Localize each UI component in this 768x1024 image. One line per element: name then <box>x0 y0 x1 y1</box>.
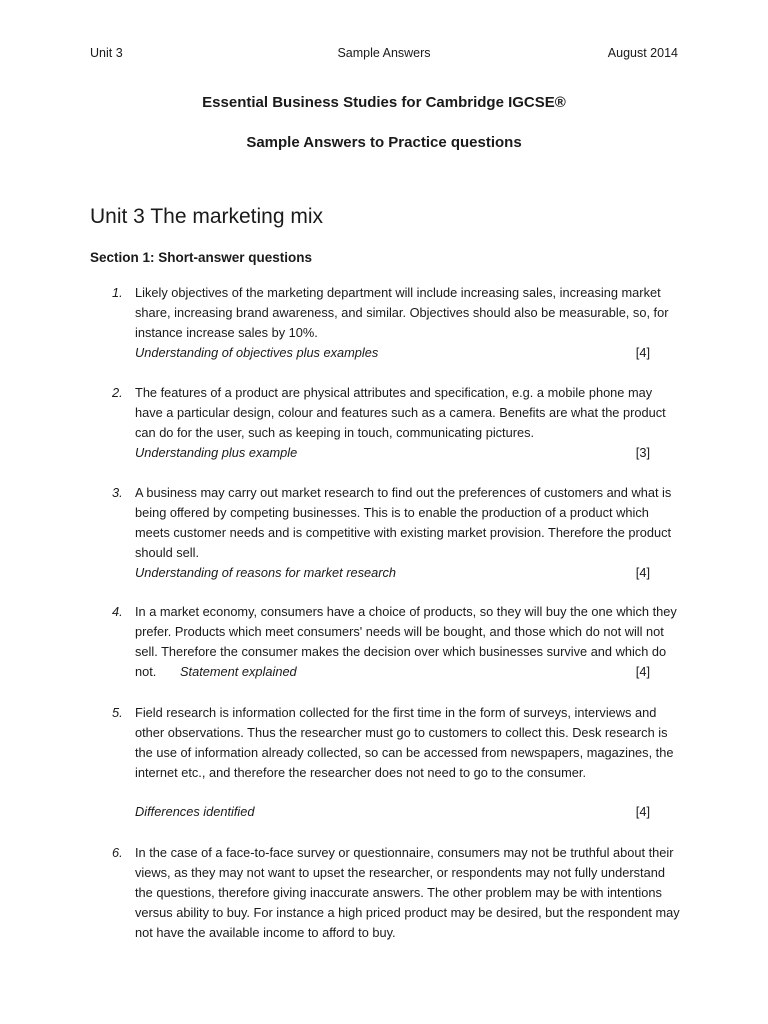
answer-line: being offered by competing businesses. This is to enable the production of a product which <box>135 505 649 520</box>
answer-line: not have the available income to afford to buy. <box>135 925 396 940</box>
header-title: Sample Answers <box>337 46 431 60</box>
answer-line: internet etc., and therefore the researcher does not need to go to the consumer. <box>135 765 587 780</box>
mark-value: [3] <box>635 445 650 460</box>
answer-line: In a market economy, consumers have a choice of products, so they will buy the one which they <box>135 604 677 619</box>
mark-criteria: Differences identified <box>135 804 255 819</box>
answer-line: should sell. <box>135 545 200 560</box>
section-heading: Section 1: Short-answer questions <box>90 250 313 265</box>
answer-line: sell. Therefore the consumer makes the decision over which businesses survive and which do <box>135 644 667 659</box>
answer-line: meets customer needs and is competitive with existing market provision. Therefore the product <box>135 525 672 540</box>
mark-criteria: Understanding of objectives plus examples <box>135 345 379 360</box>
answer-text <box>135 483 680 563</box>
answer-line: prefer. Products which meet consumers' needs will be bought, and those which do not will not <box>135 624 664 639</box>
answer-text <box>135 703 680 783</box>
mark-value: [4] <box>635 664 650 679</box>
document-subtitle: Sample Answers to Practice questions <box>246 134 522 151</box>
mark-scheme-line <box>135 443 650 463</box>
answer-line: In the case of a face-to-face survey or questionnaire, consumers may not be truthful about their <box>135 845 674 860</box>
header-unit: Unit 3 <box>90 46 123 60</box>
answer-line: have a particular design, colour and features such as a camera. Benefits are what the product <box>135 405 666 420</box>
question-number: 3. <box>112 485 123 500</box>
mark-value: [4] <box>635 804 650 819</box>
mark-value: [4] <box>635 565 650 580</box>
mark-value: [4] <box>635 345 650 360</box>
mark-criteria: Understanding of reasons for market research <box>135 565 397 580</box>
answer-line: instance increase sales by 10%. <box>135 325 318 340</box>
question-number: 5. <box>112 705 123 720</box>
answer-text <box>135 383 680 443</box>
question-number: 6. <box>112 845 123 860</box>
document-title: Essential Business Studies for Cambridge IGCSE® <box>202 94 566 111</box>
answer-text <box>135 283 680 343</box>
document-page <box>90 0 678 1024</box>
mark-criteria: Statement explained <box>180 664 297 679</box>
answer-text <box>135 602 680 662</box>
answer-line: other observations. Thus the researcher must go to customers to collect this. Desk research is <box>135 725 668 740</box>
answer-line: A business may carry out market research to find out the preferences of customers and what is <box>135 485 672 500</box>
answer-text <box>135 843 680 943</box>
mark-scheme-line <box>135 802 650 822</box>
header-date: August 2014 <box>607 46 678 60</box>
question-number: 4. <box>112 604 123 619</box>
running-header <box>90 46 678 64</box>
answer-line: the questions, therefore giving inaccurate answers. The other problem may be with intentions <box>135 885 662 900</box>
unit-heading: Unit 3 The marketing mix <box>90 205 324 228</box>
question-number: 2. <box>112 385 123 400</box>
answer-line: versus ability to buy. For instance a high priced product may be desired, but the respondent may <box>135 905 680 920</box>
answer-line: views, as they may not want to upset the researcher, or respondents may not fully understand <box>135 865 665 880</box>
mark-scheme-line <box>135 662 650 682</box>
mark-criteria: Understanding plus example <box>135 445 298 460</box>
answer-line-tail: not. <box>135 664 157 679</box>
mark-scheme-line <box>135 563 650 583</box>
answer-line: Field research is information collected for the first time in the form of surveys, interviews and <box>135 705 657 720</box>
answer-line: Likely objectives of the marketing department will include increasing sales, increasing market <box>135 285 661 300</box>
answer-line: share, increasing brand awareness, and similar. Objectives should also be measurable, so, for <box>135 305 669 320</box>
answer-line: the use of information already collected, so can be accessed from newspapers, magazines, the <box>135 745 674 760</box>
answer-line: The features of a product are physical attributes and specification, e.g. a mobile phone may <box>135 385 653 400</box>
mark-scheme-line <box>135 343 650 363</box>
question-number: 1. <box>112 285 123 300</box>
answer-line: can do for the user, such as keeping in touch, communicating pictures. <box>135 425 535 440</box>
